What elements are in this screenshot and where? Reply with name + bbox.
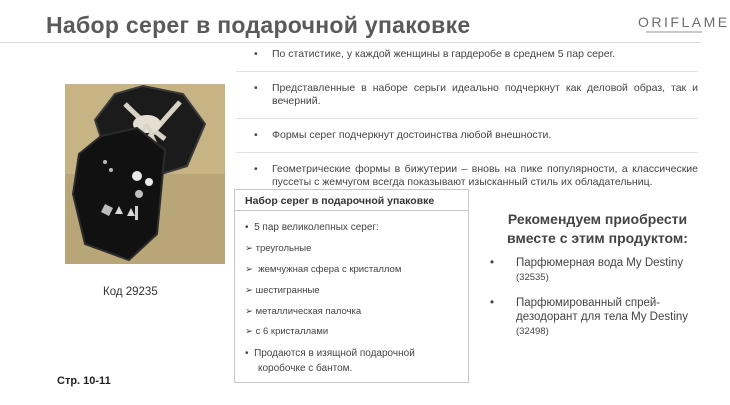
list-item: ➢ металлическая палочка bbox=[245, 306, 362, 317]
brand-logo: ORIFLAME bbox=[638, 14, 730, 30]
product-photo bbox=[65, 84, 225, 264]
fact-item: • Геометрические формы в бижутерии – вновь на пике популярности, а классические пуссеты с жемчугом всегда показывают изысканный стиль их обладательниц. bbox=[254, 163, 698, 188]
arrow-bullet-icon: ➢ bbox=[245, 306, 253, 317]
arrow-bullet-icon: ➢ bbox=[245, 326, 253, 337]
product-info-box bbox=[234, 189, 469, 383]
divider bbox=[236, 118, 698, 119]
divider bbox=[236, 71, 698, 72]
info-box-heading: Набор серег в подарочной упаковке bbox=[245, 195, 435, 207]
bullet-dot-icon: • bbox=[254, 163, 258, 175]
recommend-title: Рекомендуем приобрести вместе с этим продуктом: bbox=[507, 211, 688, 246]
recommend-item: • Парфюмированный спрей-дезодорант для тела My Destiny (32498) bbox=[490, 297, 689, 337]
fact-item: • Представленные в наборе серьги идеально подчеркнут как деловой образ, так и вечерний. bbox=[254, 82, 698, 107]
info-box-divider bbox=[235, 210, 468, 211]
bullet-dot-icon: • bbox=[254, 129, 258, 141]
bullet-dot-icon: • bbox=[490, 297, 495, 309]
bullet-dot-icon: • bbox=[254, 48, 258, 60]
packaging-note-cont: коробочке с бантом. bbox=[258, 363, 353, 374]
facts-list bbox=[236, 44, 698, 199]
list-item: ➢ с 6 кристаллами bbox=[245, 326, 329, 337]
list-item: ➢ жемчужная сфера с кристаллом bbox=[245, 264, 402, 275]
packaging-note: • Продаются в изящной подарочной bbox=[245, 348, 415, 359]
arrow-bullet-icon: ➢ bbox=[245, 285, 253, 296]
page-title: Набор серег в подарочной упаковке bbox=[46, 12, 471, 38]
pairs-item: • 5 пар великолепных серег: bbox=[245, 222, 379, 233]
title-divider bbox=[0, 42, 700, 43]
fact-item: • Формы серег подчеркнут достоинства любой внешности. bbox=[254, 129, 552, 141]
list-item: ➢ треугольные bbox=[245, 243, 312, 254]
fact-item: • По статистике, у каждой женщины в гардеробе в среднем 5 пар серег. bbox=[254, 48, 616, 60]
brand-underline bbox=[646, 31, 702, 33]
bullet-dot-icon: • bbox=[254, 82, 258, 94]
page-reference: Стр. 10-11 bbox=[57, 375, 111, 387]
arrow-bullet-icon: ➢ bbox=[245, 264, 253, 275]
arrow-bullet-icon: ➢ bbox=[245, 243, 253, 254]
recommend-item: • Парфюмерная вода My Destiny (32535) bbox=[490, 257, 684, 283]
bullet-dot-icon: • bbox=[490, 257, 495, 269]
product-code: Код 29235 bbox=[103, 286, 158, 298]
list-item: ➢ шестигранные bbox=[245, 285, 320, 296]
divider bbox=[236, 152, 698, 153]
